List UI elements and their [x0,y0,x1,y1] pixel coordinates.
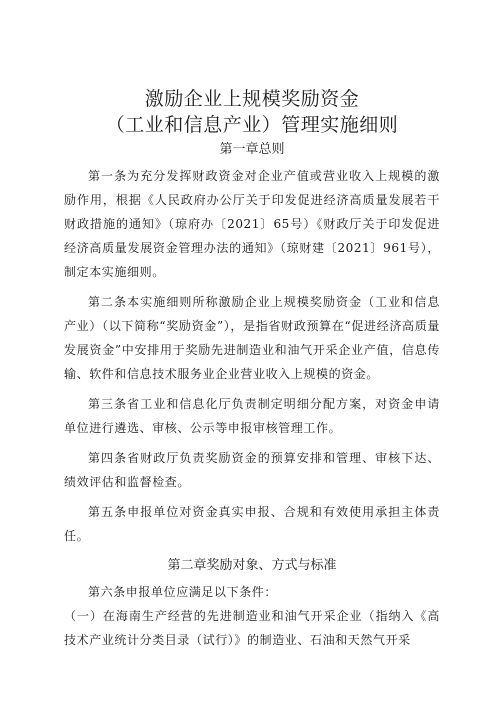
article-3: 第三条省工业和信息化厅负责制定明细分配方案，对资金申请单位进行遴选、审核、公示等申报审核管理工作。 [64,397,440,435]
article-2: 第二条本实施细则所称激励企业上规模奖励资金（工业和信息产业）（以下简称“奖励资金”），是指省财政预算在“促进经济高质量发展资金”中安排用于奖励先进制造业和油气开采企业产值，信息传输、软件和信息技术服务业企业营业收入上规模的资金。 [64,295,440,381]
article-5: 第五条申报单位对资金真实申报、合规和有效使用承担主体责任。 [64,505,440,543]
document-title-line-2: （工业和信息产业）管理实施细则 [105,114,399,136]
article-1: 第一条为充分发挥财政资金对企业产值或营业收入上规模的激励作用，根据《人民政府办公厅关于印发促进经济高质量发展若干财政措施的通知》（琼府办〔2021〕65号）《财政厅关于印发促进经济高质量发展资金管理办法的通知》（琼财建〔2021〕961号），制定本实施细则。 [64,169,440,279]
article-6: 第六条申报单位应满足以下条件： [88,585,278,599]
chapter-1-heading: 第一章总则 [219,142,285,157]
document-title-line-1: 激励企业上规模奖励资金 [144,88,360,110]
document-title [64,86,440,138]
chapter-2-heading: 第二章奖励对象、方式与标准 [167,558,337,573]
article-4: 第四条省财政厅负责奖励资金的预算安排和管理、审核下达、绩效评估和监督检查。 [64,451,440,489]
article-6-item-1: （一）在海南生产经营的先进制造业和油气开采企业（指纳入《高技术产业统计分类目录（试行）》的制造业、石油和天然气开采 [64,609,440,647]
